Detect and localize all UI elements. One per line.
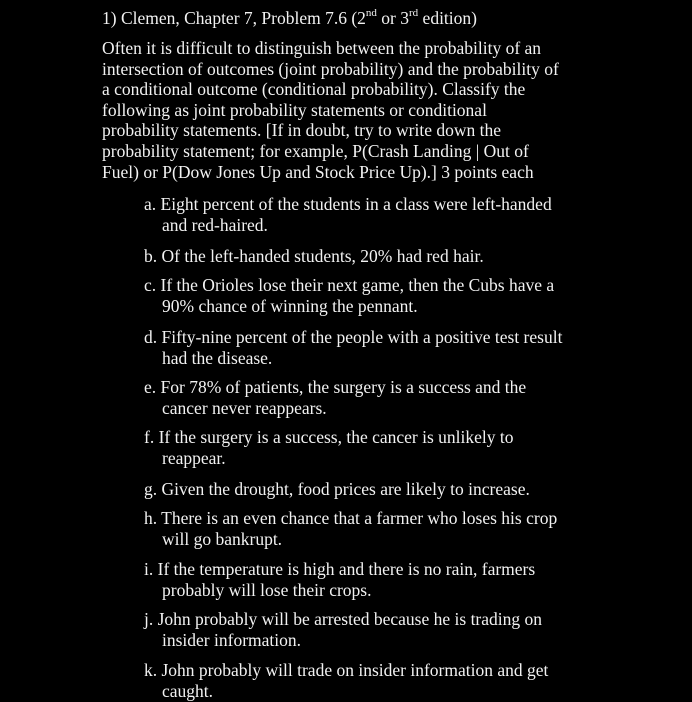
statement-item-f — [144, 427, 664, 469]
heading-superscript-rd: rd — [409, 7, 419, 20]
item-line: cancer never reappears. — [162, 398, 327, 418]
heading-middle: or 3 — [376, 8, 409, 28]
intro-line: following as joint probability statements or conditional — [102, 99, 487, 120]
item-line: 90% chance of winning the pennant. — [162, 296, 418, 316]
problem-heading — [102, 6, 477, 30]
statement-item-j — [144, 609, 664, 651]
item-line: g. Given the drought, food prices are likely to increase. — [144, 479, 530, 499]
statement-item-k — [144, 660, 664, 702]
item-line: e. For 78% of patients, the surgery is a success and the — [144, 377, 527, 397]
intro-line: Often it is difficult to distinguish between the probability of an — [102, 38, 542, 58]
intro-line: intersection of outcomes (joint probability) and the probability of — [102, 58, 559, 79]
heading-prefix: 1) Clemen, Chapter 7, Problem 7.6 (2 — [102, 8, 366, 28]
statement-item-b — [144, 246, 664, 267]
heading-superscript-nd: nd — [365, 7, 377, 20]
item-line: d. Fifty-nine percent of the people with a positive test result — [144, 327, 563, 347]
intro-line: Fuel) or P(Dow Jones Up and Stock Price Up).] 3 points each — [102, 161, 534, 182]
statement-item-i — [144, 559, 664, 601]
statement-item-h — [144, 508, 664, 550]
item-line: f. If the surgery is a success, the cancer is unlikely to — [144, 427, 514, 447]
intro-line: probability statements. [If in doubt, try to write down the — [102, 120, 502, 141]
item-line: probably will lose their crops. — [162, 580, 372, 600]
item-line: will go bankrupt. — [162, 529, 283, 549]
heading-suffix: edition) — [418, 8, 477, 28]
intro-line: probability statement; for example, P(Crash Landing | Out of — [102, 140, 529, 161]
statement-item-g — [144, 479, 664, 500]
item-line: k. John probably will trade on insider information and get — [144, 660, 549, 680]
item-line: reappear. — [162, 448, 226, 468]
statement-item-d — [144, 327, 664, 369]
item-line: i. If the temperature is high and there is no rain, farmers — [144, 559, 536, 579]
statement-item-c — [144, 275, 664, 317]
item-line: h. There is an even chance that a farmer who loses his crop — [144, 508, 558, 528]
item-line: j. John probably will be arrested because he is trading on — [144, 609, 543, 629]
problem-intro — [102, 38, 632, 182]
item-line: caught. — [162, 681, 214, 701]
statement-item-a — [144, 194, 664, 236]
item-line: b. Of the left-handed students, 20% had red hair. — [144, 246, 484, 266]
intro-line: a conditional outcome (conditional probability). Classify the — [102, 79, 526, 100]
item-line: c. If the Orioles lose their next game, then the Cubs have a — [144, 275, 555, 295]
item-line: had the disease. — [162, 348, 273, 368]
item-line: insider information. — [162, 630, 302, 650]
item-line: and red-haired. — [162, 215, 268, 235]
item-line: a. Eight percent of the students in a class were left-handed — [144, 194, 552, 214]
statement-item-e — [144, 377, 664, 419]
